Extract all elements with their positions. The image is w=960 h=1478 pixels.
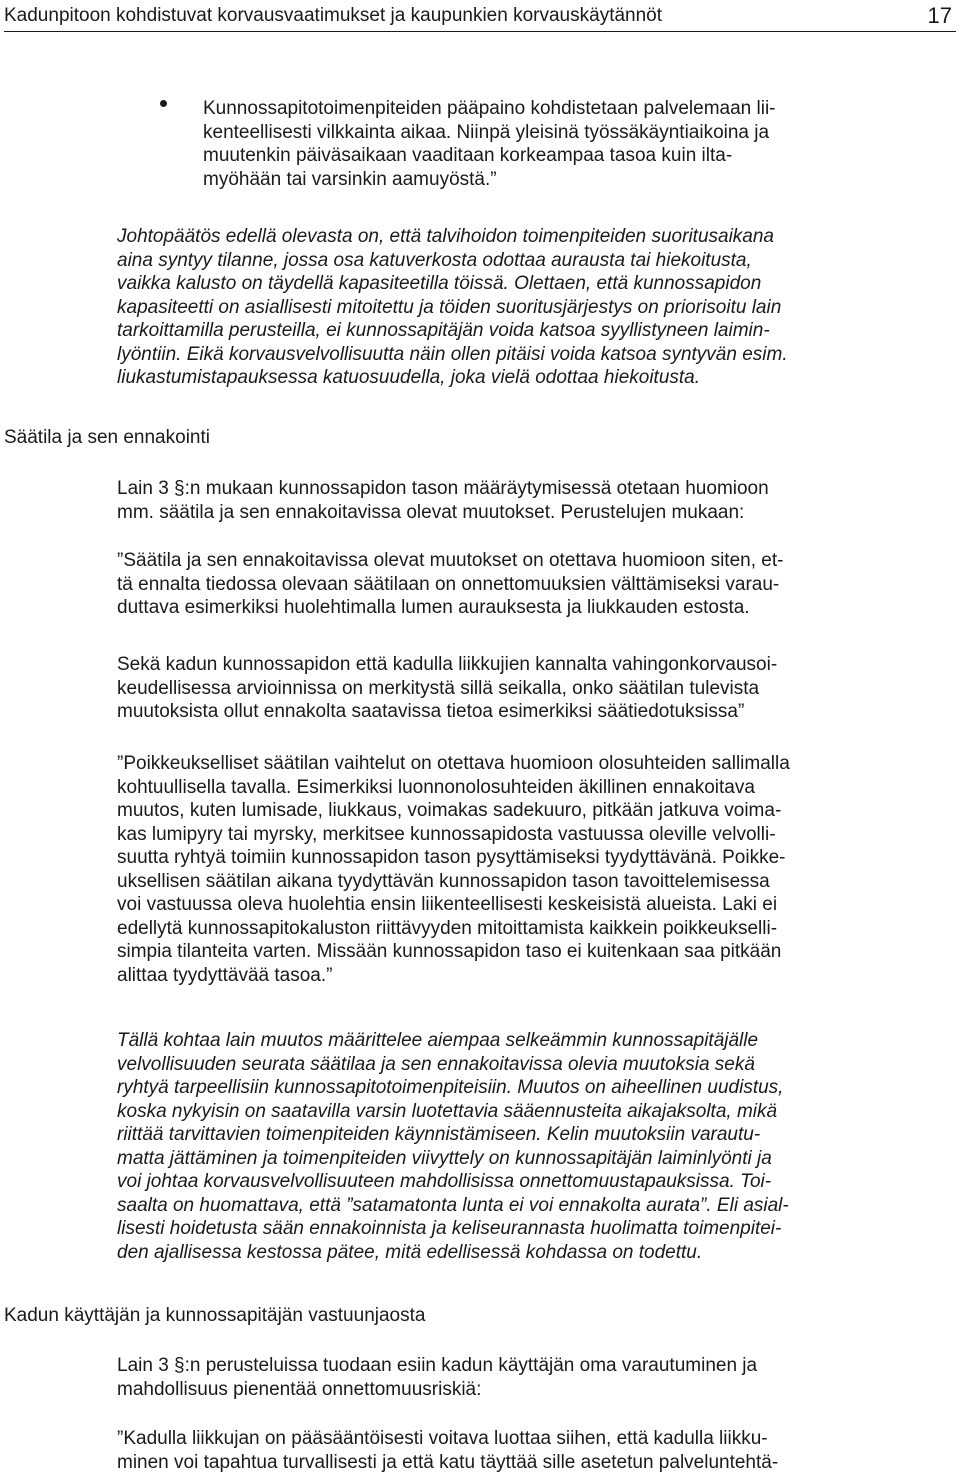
page-number: 17 — [927, 3, 952, 28]
text-line: muutos, kuten lumisade, liukkaus, voimakas sadekuuro, pitkään jatkuva voima- — [117, 800, 782, 821]
text-line: muutoksista ollut ennakolta saatavissa tietoa esimerkiksi säätiedotuksissa” — [117, 701, 745, 722]
text-line: mm. säätila ja sen ennakoitavissa olevat muutokset. Perustelujen mukaan: — [117, 501, 745, 523]
text-line: Tällä kohtaa lain muutos määrittelee aiempaa selkeämmin kunnossapitäjälle — [117, 1030, 759, 1051]
text-line: lyöntiin. Eikä korvausvelvollisuutta näin ollen pitäisi voida katsoa syntyvän esim. — [117, 343, 788, 365]
text-line: matta jättäminen ja toimenpiteiden viivyttely on kunnossapitäjän laiminlyönti ja — [117, 1147, 772, 1169]
text-line: ”Säätila ja sen ennakoitavissa olevat muutokset on otettava huomioon siten, et- — [117, 550, 784, 571]
text-line: ”Kadulla liikkujan on pääsääntöisesti voitava luottaa siihen, että kadulla liikku- — [117, 1428, 768, 1449]
text-line: suutta ryhtyä toimiin kunnossapidon tason pysyttämiseksi tyydyttävänä. Poikke- — [117, 847, 786, 868]
text-line: koska nykyisin on saatavilla varsin luotettavia sääennusteita aikajaksolta, mikä — [117, 1100, 778, 1122]
text-line: keudellisessa arvioinnissa on merkitystä sillä seikalla, onko säätilan tulevista — [117, 677, 760, 699]
section2-intro-paragraph — [117, 1354, 757, 1401]
text-line: ryhtyä tarpeellisiin kunnossapitotoimenpiteisiin. Muutos on aiheellinen uudistus, — [117, 1077, 784, 1098]
header-title: Kadunpitoon kohdistuvat korvausvaatimukset ja kaupunkien korvauskäytännöt — [4, 5, 663, 26]
text-line: simpia tilanteita varten. Missään kunnossapidon taso ei kuitenkaan saa pitkään — [117, 941, 782, 962]
text-line: vaikka kalusto on täydellä kapasiteetilla töissä. Olettaen, että kunnossapidon — [117, 273, 762, 294]
commentary-paragraph — [117, 1029, 789, 1264]
quote-paragraph-3 — [117, 752, 790, 987]
text-line: uksellisen säätilan aikana tyydyttävän kunnossapidon tason tavoittelemisessa — [117, 870, 770, 892]
text-line: lisesti hoidetusta sään ennakoinnista ja keliseurannasta huolimatta toimenpitei- — [117, 1218, 782, 1239]
text-line: kapasiteetti on asiallisesti mitoitettu ja töiden suoritusjärjestys on priorisoitu lain — [117, 296, 782, 318]
text-line: Lain 3 §:n perusteluissa tuodaan esiin kadun käyttäjän oma varautuminen ja — [117, 1355, 758, 1376]
section1-intro-paragraph — [117, 477, 769, 524]
text-line: Sekä kadun kunnossapidon että kadulla liikkujien kannalta vahingonkorvausoi- — [117, 654, 778, 675]
text-line: Johtopäätös edellä olevasta on, että talvihoidon toimenpiteiden suoritusaikana — [117, 226, 775, 247]
text-line: muutenkin päiväsaikaan vaaditaan korkeampaa tasoa kuin ilta- — [203, 145, 733, 166]
quote-paragraph-4 — [117, 1427, 778, 1474]
text-line: liukastumistapauksessa katuosuudella, joka vielä odottaa hiekoitusta. — [117, 367, 701, 388]
section-heading-weather: Säätila ja sen ennakointi — [4, 427, 210, 448]
text-line: Lain 3 §:n mukaan kunnossapidon tason määräytymisessä otetaan huomioon — [117, 478, 769, 499]
text-line: kas lumipyry tai myrsky, merkitsee kunnossapidosta vastuussa oleville velvolli- — [117, 823, 776, 845]
text-line: myöhään tai varsinkin aamuyöstä.” — [203, 168, 497, 190]
text-line: tä ennalta tiedossa olevaan säätilaan on onnettomuuksien välttämiseksi varau- — [117, 573, 780, 595]
page-header — [4, 3, 956, 32]
bullet-quote — [203, 97, 776, 191]
text-line: voi vastuussa oleva huolehtia ensin liikenteellisesti keskeisistä alueista. Laki ei — [117, 894, 778, 915]
text-line: den ajallisessa kestossa pätee, mitä edellisessä kohdassa on todettu. — [117, 1241, 703, 1263]
text-line: kenteellisesti vilkkainta aikaa. Niinpä yleisinä työssäkäyntiaikoina ja — [203, 121, 770, 143]
section-heading-responsibility: Kadun käyttäjän ja kunnossapitäjän vastuunjaosta — [4, 1305, 426, 1326]
text-line: aina syntyy tilanne, jossa osa katuverkosta odottaa aurausta tai hiekoitusta, — [117, 249, 752, 271]
text-line: velvollisuuden seurata säätilaa ja sen ennakoitavissa olevia muutoksia sekä — [117, 1053, 755, 1075]
text-line: voi johtaa korvausvelvollisuuteen mahdollisissa onnettomuustapauksissa. Toi- — [117, 1171, 772, 1192]
conclusion-paragraph — [117, 225, 788, 390]
text-line: alittaa tyydyttävää tasoa.” — [117, 964, 333, 986]
text-line: ”Poikkeukselliset säätilan vaihtelut on otettava huomioon olosuhteiden sallimalla — [117, 753, 790, 774]
text-line: duttava esimerkiksi huolehtimalla lumen aurauksesta ja liukkauden estosta. — [117, 597, 750, 618]
quote-paragraph-2 — [117, 653, 777, 724]
text-line: edellytä kunnossapitokaluston riittävyyden mitoittamista kaikkein poikkeukselli- — [117, 917, 778, 939]
text-line: riittää tarvittavien toimenpiteiden käynnistämiseen. Kelin muutoksiin varautu- — [117, 1124, 761, 1145]
text-line: Kunnossapitotoimenpiteiden pääpaino kohdistetaan palvelemaan lii- — [203, 98, 776, 119]
text-line: kohtuullisella tavalla. Esimerkiksi luonnonolosuhteiden äkillinen ennakoitava — [117, 776, 755, 798]
text-line: mahdollisuus pienentää onnettomuusriskiä: — [117, 1378, 482, 1400]
text-line: tarkoittamilla perusteilla, ei kunnossapitäjän voida katsoa syyllistyneen laimin- — [117, 320, 770, 341]
text-line: minen voi tapahtua turvallisesti ja että katu täyttää sille asetetun palveluntehtä- — [117, 1451, 779, 1473]
bullet-icon — [160, 100, 167, 107]
text-line: saalta on huomattava, että ”satamatonta lunta ei voi ennakolta aurata”. Eli asial- — [117, 1194, 789, 1216]
quote-paragraph-1 — [117, 549, 783, 620]
